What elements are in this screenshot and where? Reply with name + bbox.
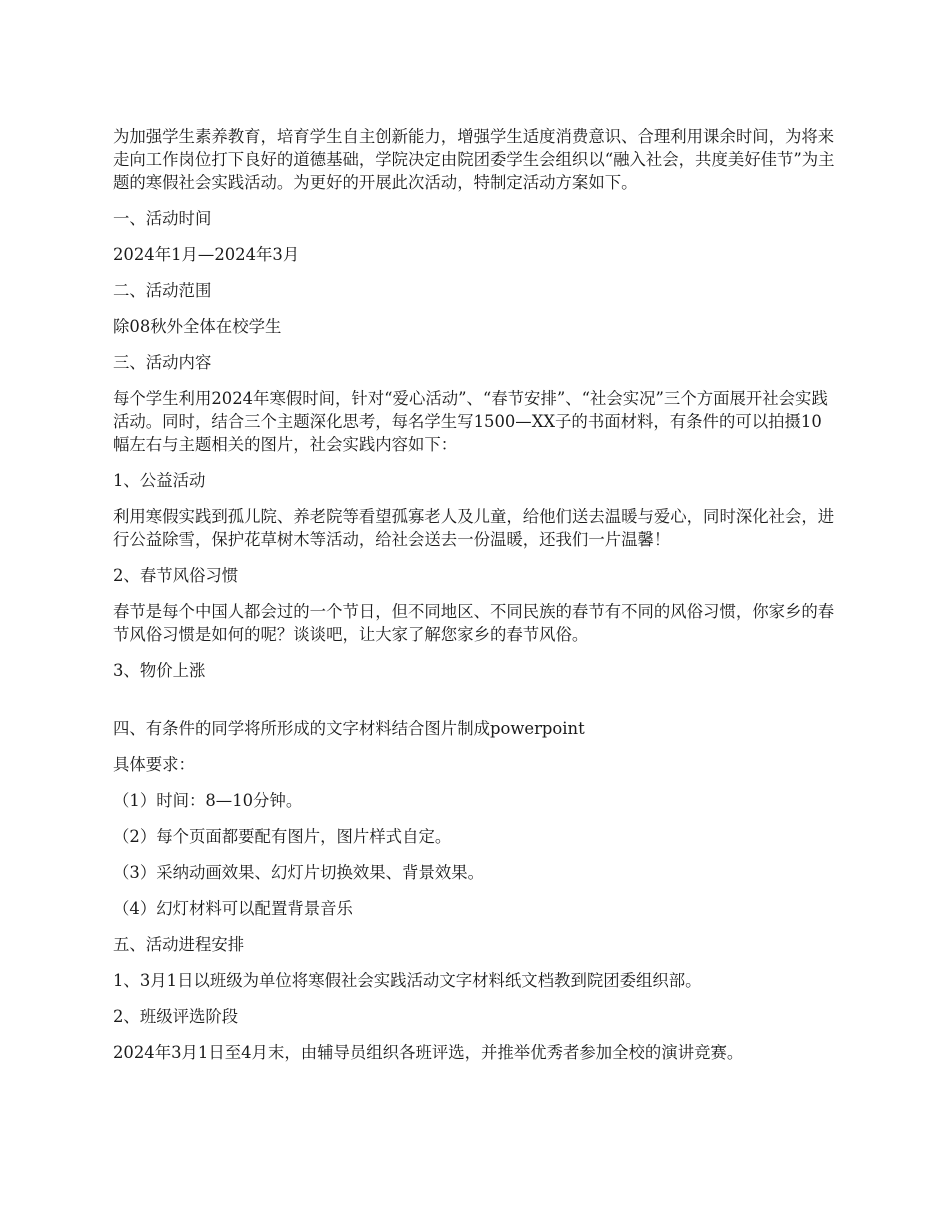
scope-text: 除08秋外全体在校学生 [113,317,282,336]
schedule-item: 2、班级评选阶段 [113,1007,239,1026]
schedule-paragraph: 2024年3月1日至4月末，由辅导员组织各班评选，并推举优秀者参加全校的演讲竞赛。 [113,1043,744,1062]
section-heading-content: 三、活动内容 [113,353,212,372]
section-heading-scope: 二、活动范围 [113,281,212,300]
requirement-item: （4）幻灯材料可以配置背景音乐 [113,899,353,918]
subheading-charity: 1、公益活动 [113,471,206,490]
requirement-item: （2）每个页面都要配有图片，图片样式自定。 [113,827,452,846]
intro-paragraph: 为加强学生素养教育，培育学生自主创新能力，增强学生适度消费意识、合理利用课余时间，为将来走向工作岗位打下良好的道德基础，学院决定由院团委学生会组织以“融入社会，共度美好佳节”为主题的寒假社会实践活动。为更好的开展此次活动，特制定活动方案如下。 [113,127,835,192]
charity-paragraph: 利用寒假实践到孤儿院、养老院等看望孤寡老人及儿童，给他们送去温暖与爱心，同时深化社会，进行公益除雪，保护花草树木等活动，给社会送去一份温暖，还我们一片温馨！ [113,507,835,549]
subheading-price-rise: 3、物价上涨 [113,661,206,680]
requirements-heading: 具体要求： [113,755,195,774]
schedule-item: 1、3月1日以班级为单位将寒假社会实践活动文字材料纸文档教到院团委组织部。 [113,971,702,990]
section-heading-powerpoint: 四、有条件的同学将所形成的文字材料结合图片制成powerpoint [113,719,585,738]
document-body [113,125,838,1077]
content-paragraph: 每个学生利用2024年寒假时间，针对“爱心活动”、“春节安排”、“社会实况”三个方面展开社会实践活动。同时，结合三个主题深化思考，每名学生写1500—XX子的书面材料，有条件的可以拍摄10幅左右与主题相关的图片，社会实践内容如下： [113,389,828,454]
blank-line [113,695,838,717]
requirement-item: （3）采纳动画效果、幻灯片切换效果、背景效果。 [113,863,485,882]
subheading-festival-customs: 2、春节风俗习惯 [113,566,239,585]
requirement-item: （1）时间：8—10分钟。 [113,791,303,810]
festival-customs-paragraph: 春节是每个中国人都会过的一个节日，但不同地区、不同民族的春节有不同的风俗习惯，你家乡的春节风俗习惯是如何的呢？谈谈吧，让大家了解您家乡的春节风俗。 [113,602,835,644]
time-range: 2024年1月—2024年3月 [113,245,300,264]
section-heading-time: 一、活动时间 [113,209,212,228]
section-heading-schedule: 五、活动进程安排 [113,935,245,954]
